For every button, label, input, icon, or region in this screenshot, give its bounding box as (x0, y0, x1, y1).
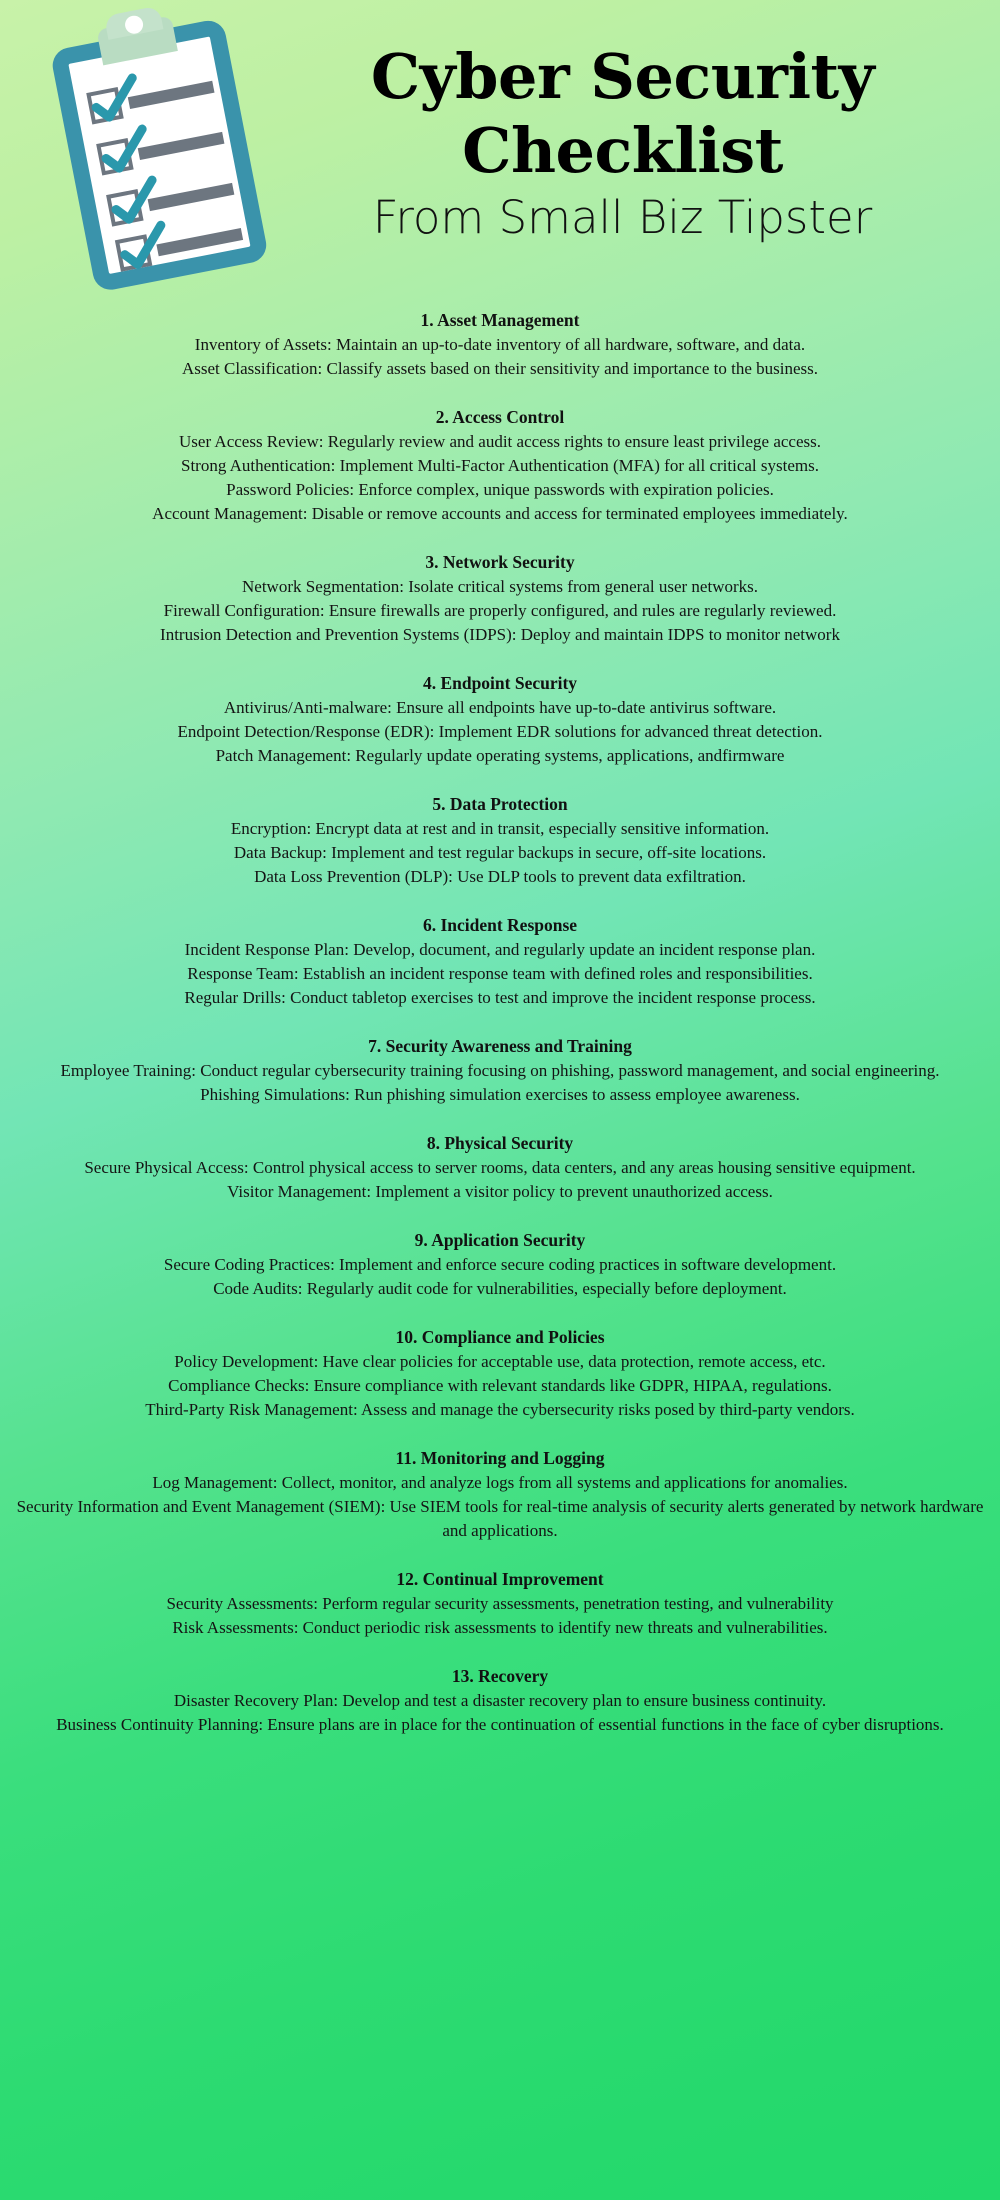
section-item: Disaster Recovery Plan: Develop and test a disaster recovery plan to ensure business continuity. (173, 1691, 827, 1710)
section-title: 1. Asset Management (420, 310, 580, 330)
section-item: Password Policies: Enforce complex, unique passwords with expiration policies. (226, 480, 774, 499)
checklist-section (6, 1325, 994, 1422)
section-item: Response Team: Establish an incident response team with defined roles and responsibilities. (187, 964, 813, 983)
section-item: Data Backup: Implement and test regular backups in secure, off-site locations. (233, 843, 767, 862)
section-item: User Access Review: Regularly review and audit access rights to ensure least privilege access. (179, 432, 821, 451)
section-item: Network Segmentation: Isolate critical systems from general user networks. (242, 577, 758, 596)
section-item: Patch Management: Regularly update operating systems, applications, andfirmware (215, 746, 785, 765)
section-item: Risk Assessments: Conduct periodic risk assessments to identify new threats and vulnerabilities. (172, 1618, 828, 1637)
checklist-section (6, 1228, 994, 1301)
clipboard-illustration (36, 8, 286, 308)
section-title: 7. Security Awareness and Training (368, 1036, 632, 1056)
section-title: 10. Compliance and Policies (395, 1327, 605, 1347)
checklist-section (6, 792, 994, 889)
section-item: Visitor Management: Implement a visitor policy to prevent unauthorized access. (227, 1182, 773, 1201)
section-item: Encryption: Encrypt data at rest and in transit, especially sensitive information. (230, 819, 770, 838)
section-title: 8. Physical Security (426, 1133, 574, 1153)
section-title: 6. Incident Response (422, 915, 578, 935)
section-item: Compliance Checks: Ensure compliance with relevant standards like GDPR, HIPAA, regulations. (168, 1376, 832, 1395)
section-item: Firewall Configuration: Ensure firewalls are properly configured, and rules are regularly reviewed. (163, 601, 837, 620)
section-item: Endpoint Detection/Response (EDR): Implement EDR solutions for advanced threat detection. (177, 722, 823, 741)
section-title: 13. Recovery (451, 1666, 549, 1686)
section-item: Account Management: Disable or remove accounts and access for terminated employees immediately. (152, 504, 848, 523)
checklist-section (6, 405, 994, 526)
section-title: 2. Access Control (435, 407, 565, 427)
section-item: Policy Development: Have clear policies for acceptable use, data protection, remote access, etc. (174, 1352, 826, 1371)
section-item: Code Audits: Regularly audit code for vulnerabilities, especially before deployment. (213, 1279, 787, 1298)
section-item: Regular Drills: Conduct tabletop exercises to test and improve the incident response process. (184, 988, 816, 1007)
checklist-section (6, 308, 994, 381)
clipboard-icon (36, 8, 286, 308)
checklist-section (6, 1664, 994, 1737)
section-item: Log Management: Collect, monitor, and analyze logs from all systems and applications for anomalies. (152, 1473, 848, 1492)
checklist-section (6, 1446, 994, 1543)
section-item: Security Information and Event Management (SIEM): Use SIEM tools for real-time analysis of security alerts generated by network hardware and applications. (16, 1497, 984, 1540)
section-title: 9. Application Security (414, 1230, 586, 1250)
section-item: Incident Response Plan: Develop, document, and regularly update an incident response plan. (184, 940, 816, 959)
section-title: 5. Data Protection (432, 794, 568, 814)
checklist-section (6, 1131, 994, 1204)
section-item: Secure Physical Access: Control physical access to server rooms, data centers, and any areas housing sensitive equipment. (84, 1158, 916, 1177)
section-item: Third-Party Risk Management: Assess and manage the cybersecurity risks posed by third-party vendors. (145, 1400, 855, 1419)
section-item: Antivirus/Anti-malware: Ensure all endpoints have up-to-date antivirus software. (223, 698, 777, 717)
section-item: Business Continuity Planning: Ensure plans are in place for the continuation of essential functions in the face of cyber disruptions. (56, 1715, 944, 1734)
section-title: 11. Monitoring and Logging (395, 1448, 605, 1468)
section-item: Employee Training: Conduct regular cybersecurity training focusing on phishing, password management, and social engineering. (60, 1061, 940, 1080)
section-item: Strong Authentication: Implement Multi-Factor Authentication (MFA) for all critical systems. (180, 456, 819, 475)
checklist-sections (0, 300, 1000, 1757)
section-title: 4. Endpoint Security (422, 673, 578, 693)
section-item: Intrusion Detection and Prevention Systems (IDPS): Deploy and maintain IDPS to monitor network (160, 625, 840, 644)
title-block (255, 40, 990, 246)
page-title-line-2: Checklist (462, 114, 783, 187)
checklist-section (6, 1567, 994, 1640)
checklist-section (6, 550, 994, 647)
section-item: Asset Classification: Classify assets based on their sensitivity and importance to the business. (182, 359, 818, 378)
checklist-section (6, 913, 994, 1010)
section-item: Phishing Simulations: Run phishing simulation exercises to assess employee awareness. (200, 1085, 800, 1104)
page-subtitle: From Small Biz Tipster (372, 191, 873, 244)
section-item: Security Assessments: Perform regular security assessments, penetration testing, and vulnerability (166, 1594, 834, 1613)
section-item: Data Loss Prevention (DLP): Use DLP tools to prevent data exfiltration. (254, 867, 746, 886)
section-title: 3. Network Security (425, 552, 575, 572)
poster-header (0, 0, 1000, 300)
page-title-line-1: Cyber Security (370, 40, 875, 113)
section-item: Inventory of Assets: Maintain an up-to-date inventory of all hardware, software, and data. (194, 335, 806, 354)
section-title: 12. Continual Improvement (396, 1569, 604, 1589)
checklist-section (6, 671, 994, 768)
section-item: Secure Coding Practices: Implement and enforce secure coding practices in software development. (163, 1255, 837, 1274)
checklist-section (6, 1034, 994, 1107)
